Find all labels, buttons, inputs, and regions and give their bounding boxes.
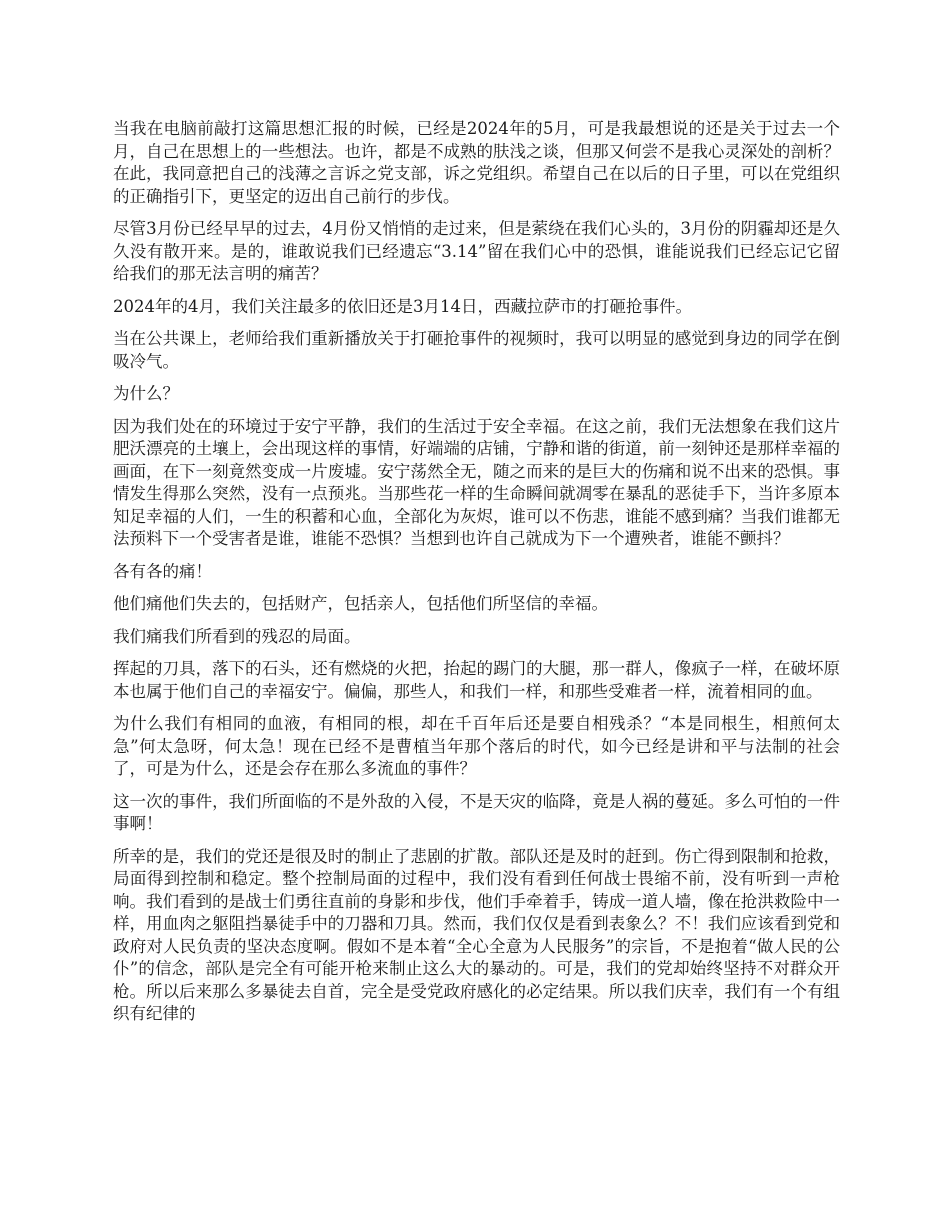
paragraph-8: 他们痛他们失去的，包括财产，包括亲人，包括他们所坚信的幸福。 [113, 594, 608, 613]
paragraph-10: 挥起的刀具，落下的石头，还有燃烧的火把，抬起的踢门的大腿，那一群人，像疯子一样，在破坏原本也属于他们自己的幸福安宁。偏偏，那些人，和我们一样，和那些受难者一样，流着相同的血。 [113, 659, 840, 701]
paragraph-1: 当我在电脑前敲打这篇思想汇报的时候，已经是2024年的5月，可是我最想说的还是关于过去一个月，自己在思想上的一些想法。也许，都是不成熟的肤浅之谈，但那又何尝不是我心灵深处的剖析？在此，我同意把自己的浅薄之言诉之党支部，诉之党组织。希望自己在以后的日子里，可以在党组织的正确指引下，更坚定的迈出自己前行的步伐。 [113, 119, 840, 206]
paragraph-9: 我们痛我们所看到的残忍的局面。 [113, 626, 361, 646]
paragraph-4: 当在公共课上，老师给我们重新播放关于打砸抢事件的视频时，我可以明显的感觉到身边的同学在倒吸冷气。 [113, 329, 840, 371]
document-body [113, 118, 840, 1036]
paragraph-12: 这一次的事件，我们所面临的不是外敌的入侵，不是天灾的临降，竟是人祸的蔓延。多么可怕的一件事啊！ [113, 791, 840, 833]
paragraph-13: 所幸的是，我们的党还是很及时的制止了悲剧的扩散。部队还是及时的赶到。伤亡得到限制和抢救，局面得到控制和稳定。整个控制局面的过程中，我们没有看到任何战士畏缩不前，没有听到一声枪响。我们看到的是战士们勇往直前的身影和步伐，他们手牵着手，铸成一道人墙，像在抢洪救险中一样，用血肉之躯阻挡暴徒手中的刀器和刀具。然而，我们仅仅是看到表象么？不！我们应该看到党和政府对人民负责的坚决态度啊。假如不是本着“全心全意为人民服务”的宗旨，不是抱着“做人民的公仆”的信念，部队是完全有可能开枪来制止这么大的暴动的。可是，我们的党却始终坚持不对群众开枪。所以后来那么多暴徒去自首，完全是受党政府感化的必定结果。所以我们庆幸，我们有一个有组织有纪律的 [113, 846, 840, 1023]
paragraph-6: 因为我们处在的环境过于安宁平静，我们的生活过于安全幸福。在这之前，我们无法想象在我们这片肥沃漂亮的土壤上，会出现这样的事情，好端端的店铺，宁静和谐的街道，前一刻钟还是那样幸福的画面，在下一刻竟然变成一片废墟。安宁荡然全无，随之而来的是巨大的伤痛和说不出来的恐惧。事情发生得那么突然，没有一点预兆。当那些花一样的生命瞬间就凋零在暴乱的恶徒手下，当许多原本知足幸福的人们，一生的积蓄和心血，全部化为灰烬，谁可以不伤悲，谁能不感到痛？当我们谁都无法预料下一个受害者是谁，谁能不恐惧？当想到也许自己就成为下一个遭殃者，谁能不颤抖？ [113, 416, 840, 548]
paragraph-2: 尽管3月份已经早早的过去，4月份又悄悄的走过来，但是萦绕在我们心头的，3月份的阴霾却还是久久没有散开来。是的，谁敢说我们已经遗忘“3.14”留在我们心中的恐惧，谁能说我们已经忘记它留给我们的那无法言明的痛苦？ [113, 219, 840, 283]
paragraph-5: 为什么？ [113, 384, 179, 403]
paragraph-7: 各有各的痛！ [113, 561, 212, 581]
paragraph-3: 2024年的4月，我们关注最多的依旧还是3月14日，西藏拉萨市的打砸抢事件。 [113, 296, 692, 316]
paragraph-11: 为什么我们有相同的血液，有相同的根，却在千百年后还是要自相残杀？“本是同根生，相煎何太急”何太急呀，何太急！现在已经不是曹植当年那个落后的时代，如今已经是讲和平与法制的社会了，可是为什么，还是会存在那么多流血的事件？ [113, 714, 840, 778]
